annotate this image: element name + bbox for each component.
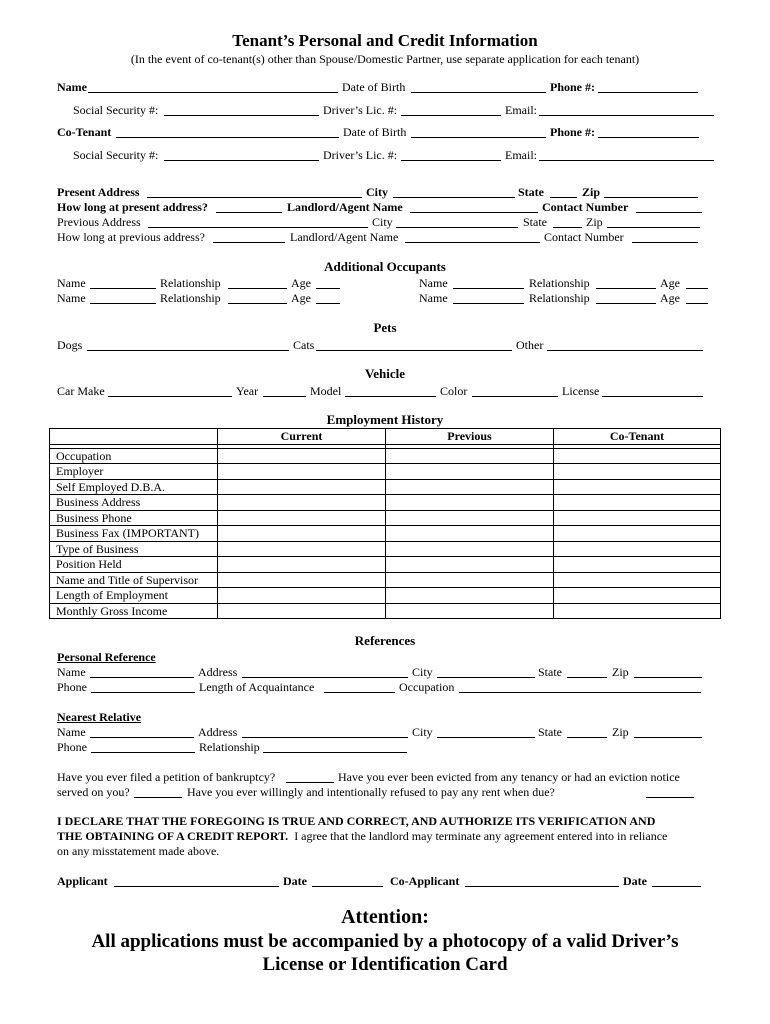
rel-name-field[interactable] bbox=[90, 737, 194, 738]
current-cell[interactable] bbox=[218, 495, 386, 511]
occupant-3-name-label: Name bbox=[57, 291, 86, 305]
car-license-label: License bbox=[562, 384, 600, 398]
rel-state-field[interactable] bbox=[567, 737, 607, 738]
previous-state-label: State bbox=[523, 215, 547, 229]
previous-cell[interactable] bbox=[386, 572, 554, 588]
car-license-field[interactable] bbox=[602, 396, 703, 397]
attention-line-2: License or Identification Card bbox=[262, 954, 508, 975]
cotenant-cell[interactable] bbox=[554, 479, 721, 495]
ref-address-label: Address bbox=[198, 665, 238, 679]
applicant-date-label: Date bbox=[283, 874, 307, 888]
previous-city-label: City bbox=[372, 215, 393, 229]
ref-phone-label: Phone bbox=[57, 680, 87, 694]
employment-heading: Employment History bbox=[326, 412, 444, 427]
occupant-1-relationship-field[interactable] bbox=[228, 288, 287, 289]
cotenant-dl-label: Driver’s Lic. #: bbox=[323, 148, 398, 162]
previous-address-field[interactable] bbox=[148, 227, 368, 228]
other-pets-label: Other bbox=[516, 338, 544, 352]
coapplicant-label: Co-Applicant bbox=[390, 874, 460, 888]
previous-city-field[interactable] bbox=[396, 227, 518, 228]
previous-cell[interactable] bbox=[386, 603, 554, 619]
tenant-dob-field[interactable] bbox=[411, 92, 546, 93]
previous-contact-label: Contact Number bbox=[544, 230, 624, 244]
rel-name-label: Name bbox=[57, 725, 86, 739]
references-heading: References bbox=[354, 633, 416, 648]
ref-occupation-field[interactable] bbox=[459, 692, 701, 693]
cotenant-cell[interactable] bbox=[554, 588, 721, 604]
cats-label: Cats bbox=[293, 338, 315, 352]
table-row bbox=[50, 588, 721, 604]
ref-state-label: State bbox=[538, 665, 562, 679]
car-make-field[interactable] bbox=[108, 396, 232, 397]
current-cell[interactable] bbox=[218, 541, 386, 557]
previous-address-label: Previous Address bbox=[57, 215, 141, 229]
present-city-label: City bbox=[366, 185, 388, 199]
applicant-label: Applicant bbox=[57, 874, 108, 888]
cotenant-cell[interactable] bbox=[554, 541, 721, 557]
occupant-4-relationship-field[interactable] bbox=[596, 303, 656, 304]
cotenant-name-field[interactable] bbox=[116, 137, 339, 138]
present-contact-field[interactable] bbox=[636, 212, 702, 213]
cotenant-phone-field[interactable] bbox=[598, 137, 699, 138]
coapplicant-date-label: Date bbox=[623, 874, 647, 888]
evicted-answer-field[interactable] bbox=[134, 797, 182, 798]
cotenant-cell[interactable] bbox=[554, 510, 721, 526]
occupant-2-age-label: Age bbox=[660, 276, 680, 290]
refused-rent-answer-field[interactable] bbox=[646, 797, 694, 798]
present-address-field[interactable] bbox=[147, 197, 362, 198]
cotenant-email-field[interactable] bbox=[539, 160, 714, 161]
how-long-previous-field[interactable] bbox=[213, 242, 285, 243]
pets-heading: Pets bbox=[373, 320, 397, 335]
present-city-field[interactable] bbox=[393, 197, 515, 198]
car-model-label: Model bbox=[310, 384, 342, 398]
current-cell[interactable] bbox=[218, 464, 386, 480]
attention-line-1: All applications must be accompanied by a photocopy of a valid Driver’s bbox=[91, 931, 679, 952]
occupant-1-name-label: Name bbox=[57, 276, 86, 290]
occupants-heading: Additional Occupants bbox=[324, 259, 446, 274]
car-model-field[interactable] bbox=[345, 396, 436, 397]
occupant-4-name-label: Name bbox=[419, 291, 448, 305]
occupant-3-relationship-label: Relationship bbox=[160, 291, 221, 305]
previous-cell[interactable] bbox=[386, 510, 554, 526]
row-label: Length of Employment bbox=[50, 588, 218, 604]
tenant-name-label: Name bbox=[57, 80, 87, 94]
row-label: Business Phone bbox=[50, 510, 218, 526]
rel-city-field[interactable] bbox=[437, 737, 535, 738]
present-landlord-field[interactable] bbox=[410, 212, 538, 213]
car-color-field[interactable] bbox=[472, 396, 558, 397]
tenant-dl-label: Driver’s Lic. #: bbox=[323, 103, 398, 117]
attention-title: Attention: bbox=[341, 906, 429, 928]
employment-corner-cell bbox=[50, 429, 218, 445]
page-subtitle: (In the event of co-tenant(s) other than Spouse/Domestic Partner, use separate application for each tenant) bbox=[130, 52, 640, 66]
rel-city-label: City bbox=[412, 725, 433, 739]
ref-name-label: Name bbox=[57, 665, 86, 679]
occupant-1-name-field[interactable] bbox=[90, 288, 156, 289]
occupant-3-relationship-field[interactable] bbox=[228, 303, 287, 304]
occupant-2-relationship-field[interactable] bbox=[596, 288, 656, 289]
tenant-dob-label: Date of Birth bbox=[342, 80, 406, 94]
occupant-4-name-field[interactable] bbox=[453, 303, 524, 304]
previous-cell[interactable] bbox=[386, 464, 554, 480]
previous-state-field[interactable] bbox=[553, 227, 582, 228]
declaration-line-2 bbox=[57, 829, 667, 843]
current-cell[interactable] bbox=[218, 572, 386, 588]
tenant-phone-field[interactable] bbox=[598, 92, 698, 93]
cotenant-phone-label: Phone #: bbox=[550, 125, 595, 139]
previous-cell[interactable] bbox=[386, 557, 554, 573]
other-pets-field[interactable] bbox=[547, 350, 703, 351]
vehicle-heading: Vehicle bbox=[365, 366, 405, 381]
occupant-2-age-field[interactable] bbox=[686, 288, 708, 289]
column-current: Current bbox=[218, 429, 386, 445]
table-row bbox=[50, 541, 721, 557]
occupant-2-relationship-label: Relationship bbox=[529, 276, 590, 290]
ref-name-field[interactable] bbox=[90, 677, 194, 678]
present-landlord-label: Landlord/Agent Name bbox=[287, 200, 403, 214]
cotenant-cell[interactable] bbox=[554, 464, 721, 480]
occupant-4-age-field[interactable] bbox=[686, 303, 708, 304]
tenant-phone-label: Phone #: bbox=[550, 80, 595, 94]
tenant-dl-field[interactable] bbox=[401, 115, 501, 116]
cotenant-cell[interactable] bbox=[554, 603, 721, 619]
column-cotenant: Co-Tenant bbox=[554, 429, 721, 445]
car-year-field[interactable] bbox=[263, 396, 306, 397]
present-state-field[interactable] bbox=[550, 197, 577, 198]
declaration-line-1: I DECLARE THAT THE FOREGOING IS TRUE AND CORRECT, AND AUTHORIZE ITS VERIFICATION AND bbox=[57, 814, 656, 828]
how-long-previous-label: How long at previous address? bbox=[57, 230, 205, 244]
current-cell[interactable] bbox=[218, 510, 386, 526]
current-cell[interactable] bbox=[218, 603, 386, 619]
previous-landlord-label: Landlord/Agent Name bbox=[290, 230, 399, 244]
row-label: Monthly Gross Income bbox=[50, 603, 218, 619]
row-label: Type of Business bbox=[50, 541, 218, 557]
ref-occupation-label: Occupation bbox=[399, 680, 455, 694]
previous-landlord-field[interactable] bbox=[405, 242, 540, 243]
declaration-line-2-normal: I agree that the landlord may terminate any agreement entered into in reliance bbox=[294, 829, 668, 843]
rel-relationship-label: Relationship bbox=[199, 740, 260, 754]
row-label: Position Held bbox=[50, 557, 218, 573]
table-row bbox=[50, 510, 721, 526]
page-title: Tenant’s Personal and Credit Information bbox=[232, 31, 538, 50]
tenant-ssn-label: Social Security #: bbox=[73, 103, 159, 117]
occupant-2-name-label: Name bbox=[419, 276, 448, 290]
occupant-1-age-field[interactable] bbox=[316, 288, 340, 289]
refused-rent-question: Have you ever willingly and intentionally refused to pay any rent when due? bbox=[187, 785, 555, 799]
previous-cell[interactable] bbox=[386, 588, 554, 604]
nearest-relative-heading: Nearest Relative bbox=[57, 710, 142, 724]
current-cell[interactable] bbox=[218, 588, 386, 604]
cats-field[interactable] bbox=[316, 350, 512, 351]
present-address-label: Present Address bbox=[57, 185, 140, 199]
dogs-field[interactable] bbox=[87, 350, 289, 351]
table-row bbox=[50, 495, 721, 511]
evicted-question: Have you ever been evicted from any tenancy or had an eviction notice bbox=[338, 770, 680, 784]
cotenant-cell[interactable] bbox=[554, 572, 721, 588]
tenant-email-label: Email: bbox=[505, 103, 537, 117]
ref-phone-field[interactable] bbox=[91, 692, 195, 693]
tenant-name-field[interactable] bbox=[88, 92, 338, 93]
cotenant-dob-label: Date of Birth bbox=[343, 125, 407, 139]
table-row bbox=[50, 479, 721, 495]
ref-acquaintance-field[interactable] bbox=[324, 692, 395, 693]
rel-phone-field[interactable] bbox=[91, 752, 195, 753]
current-cell[interactable] bbox=[218, 526, 386, 542]
rel-zip-field[interactable] bbox=[634, 737, 702, 738]
occupant-1-relationship-label: Relationship bbox=[160, 276, 221, 290]
table-row bbox=[50, 557, 721, 573]
car-year-label: Year bbox=[236, 384, 259, 398]
present-zip-field[interactable] bbox=[604, 197, 698, 198]
ref-zip-label: Zip bbox=[612, 665, 629, 679]
rel-relationship-field[interactable] bbox=[263, 752, 407, 753]
present-state-label: State bbox=[518, 185, 544, 199]
rel-state-label: State bbox=[538, 725, 562, 739]
ref-address-field[interactable] bbox=[242, 677, 408, 678]
previous-cell[interactable] bbox=[386, 479, 554, 495]
table-row bbox=[50, 448, 721, 464]
dogs-label: Dogs bbox=[57, 338, 83, 352]
occupant-1-age-label: Age bbox=[291, 276, 311, 290]
row-label: Occupation bbox=[50, 448, 218, 464]
row-label: Employer bbox=[50, 464, 218, 480]
current-cell[interactable] bbox=[218, 448, 386, 464]
previous-zip-field[interactable] bbox=[607, 227, 700, 228]
served-question: served on you? bbox=[57, 785, 130, 799]
rel-address-field[interactable] bbox=[242, 737, 408, 738]
coapplicant-signature-field[interactable] bbox=[465, 886, 619, 887]
previous-cell[interactable] bbox=[386, 495, 554, 511]
how-long-present-label: How long at present address? bbox=[57, 200, 208, 214]
car-make-label: Car Make bbox=[57, 384, 105, 398]
rel-zip-label: Zip bbox=[612, 725, 629, 739]
cotenant-dl-field[interactable] bbox=[401, 160, 501, 161]
cotenant-email-label: Email: bbox=[505, 148, 537, 162]
cotenant-dob-field[interactable] bbox=[411, 137, 546, 138]
present-zip-label: Zip bbox=[582, 185, 601, 199]
applicant-signature-field[interactable] bbox=[114, 886, 279, 887]
bankruptcy-question: Have you ever filed a petition of bankruptcy? bbox=[57, 770, 276, 784]
coapplicant-date-field[interactable] bbox=[652, 886, 701, 887]
tenant-ssn-field[interactable] bbox=[164, 115, 319, 116]
occupant-3-age-field[interactable] bbox=[316, 303, 340, 304]
cotenant-name-label: Co-Tenant bbox=[57, 125, 112, 139]
previous-cell[interactable] bbox=[386, 526, 554, 542]
declaration-line-3: on any misstatement made above. bbox=[57, 844, 220, 858]
occupant-3-age-label: Age bbox=[291, 291, 311, 305]
previous-zip-label: Zip bbox=[586, 215, 603, 229]
ref-city-label: City bbox=[412, 665, 433, 679]
cotenant-cell[interactable] bbox=[554, 495, 721, 511]
bankruptcy-answer-field[interactable] bbox=[286, 782, 334, 783]
how-long-present-field[interactable] bbox=[216, 212, 282, 213]
ref-city-field[interactable] bbox=[437, 677, 535, 678]
occupant-4-relationship-label: Relationship bbox=[529, 291, 590, 305]
occupant-2-name-field[interactable] bbox=[453, 288, 524, 289]
table-row bbox=[50, 526, 721, 542]
previous-contact-field[interactable] bbox=[632, 242, 698, 243]
current-cell[interactable] bbox=[218, 557, 386, 573]
rel-address-label: Address bbox=[198, 725, 238, 739]
applicant-date-field[interactable] bbox=[312, 886, 383, 887]
car-color-label: Color bbox=[440, 384, 468, 398]
tenant-email-field[interactable] bbox=[539, 115, 714, 116]
employment-table bbox=[49, 428, 721, 619]
row-label: Name and Title of Supervisor bbox=[50, 572, 218, 588]
cotenant-ssn-label: Social Security #: bbox=[73, 148, 159, 162]
ref-acquaintance-label: Length of Acquaintance bbox=[199, 680, 315, 694]
occupant-3-name-field[interactable] bbox=[90, 303, 156, 304]
table-row bbox=[50, 572, 721, 588]
column-previous: Previous bbox=[386, 429, 554, 445]
occupant-4-age-label: Age bbox=[660, 291, 680, 305]
cotenant-cell[interactable] bbox=[554, 448, 721, 464]
previous-cell[interactable] bbox=[386, 541, 554, 557]
personal-reference-heading: Personal Reference bbox=[57, 650, 156, 664]
ref-zip-field[interactable] bbox=[634, 677, 702, 678]
previous-cell[interactable] bbox=[386, 448, 554, 464]
row-label: Business Fax (IMPORTANT) bbox=[50, 526, 218, 542]
row-label: Self Employed D.B.A. bbox=[50, 479, 218, 495]
ref-state-field[interactable] bbox=[567, 677, 607, 678]
table-row bbox=[50, 464, 721, 480]
row-label: Business Address bbox=[50, 495, 218, 511]
rel-phone-label: Phone bbox=[57, 740, 87, 754]
cotenant-ssn-field[interactable] bbox=[164, 160, 319, 161]
table-row bbox=[50, 603, 721, 619]
cotenant-cell[interactable] bbox=[554, 526, 721, 542]
declaration-line-2-bold: THE OBTAINING OF A CREDIT REPORT. bbox=[57, 829, 289, 843]
present-contact-label: Contact Number bbox=[542, 200, 629, 214]
cotenant-cell[interactable] bbox=[554, 557, 721, 573]
current-cell[interactable] bbox=[218, 479, 386, 495]
